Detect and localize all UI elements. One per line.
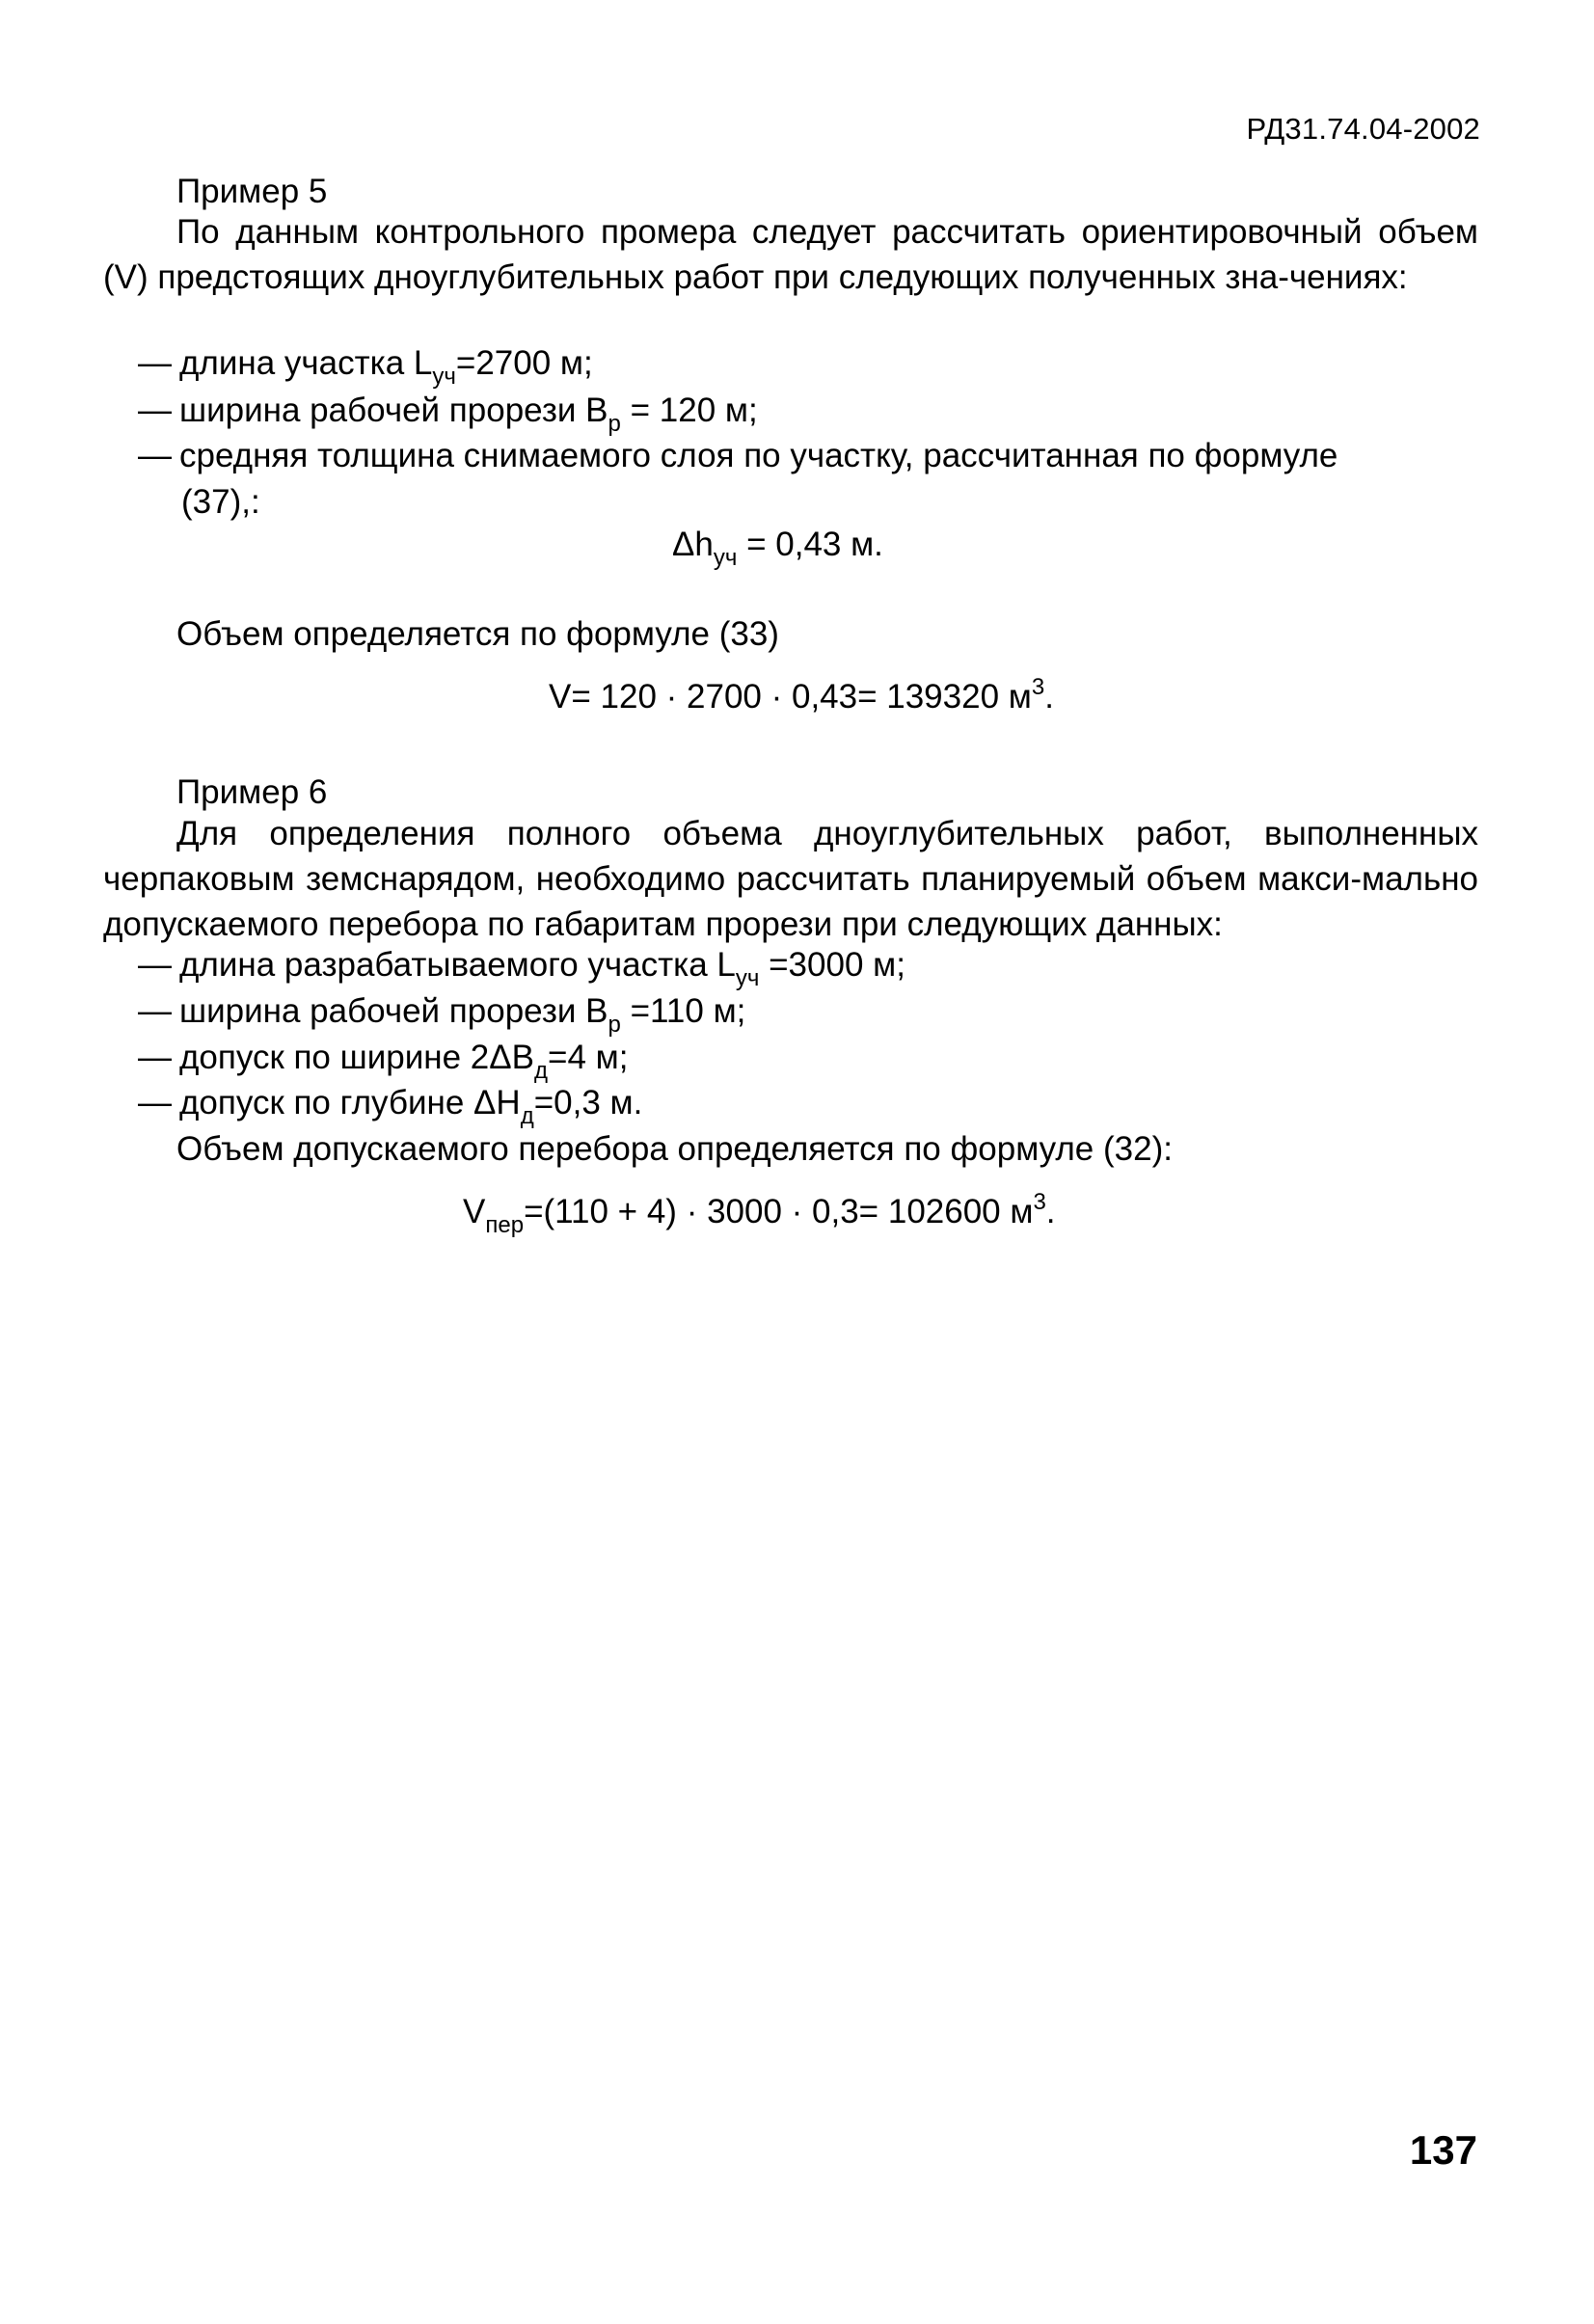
formula-1-before: Δh [672,526,714,563]
formula-2-superscript: 3 [1031,674,1045,700]
formula-before: V [463,1193,486,1230]
example-6-item-1-subscript: уч [735,965,760,991]
example-6-item-3-text-before: допуск по ширине 2ΔB [179,1039,534,1076]
example-6-item-1 [138,945,905,991]
dash: — [138,1039,172,1076]
formula-1-after: = 0,43 м. [737,526,883,563]
dash: — [138,946,172,984]
example-5-item-2-text-after: = 120 м; [620,392,758,429]
example-6-paragraph: Для определения полного объема дноуглубительных работ, выполненных черпаковым земснарядом, необходимо рассчитать планируемый объем макси-мально допускаемого перебора по габаритам прорези при следующих данных: [103,815,1478,943]
dash: — [138,1084,172,1121]
formula-middle: =(110 + 4) · 3000 · 0,3= 102600 м [524,1193,1034,1230]
dash: — [138,344,172,382]
formula-2-before: V= 120 · 2700 · 0,43= 139320 м [549,678,1032,716]
example-5-item-3 [138,436,1337,476]
example-6-item-4-text-after: =0,3 м. [533,1084,643,1121]
example-5-item-1-text-before: длина участка L [179,344,433,382]
example-5-item-2-text-before: ширина рабочей прорези B [179,392,608,429]
dash: — [138,437,172,474]
formula-subscript: пер [485,1212,525,1238]
example-6-item-4 [138,1083,643,1129]
example-6-item-3-subscript: д [533,1058,548,1084]
example-5-formula-1 [672,525,883,571]
example-5-title: Пример 5 [176,173,328,210]
example-6-item-2 [138,991,746,1038]
example-5-volume-text: Объем определяется по формуле (33) [176,615,779,653]
example-5-item-2 [138,391,758,437]
example-6-item-4-text-before: допуск по глубине ΔH [179,1084,521,1121]
example-6-volume-text: Объем допускаемого перебора определяется по формуле (32): [176,1130,1173,1168]
formula-1-subscript: уч [713,545,738,571]
example-6-item-2-text-before: ширина рабочей прорези B [179,992,608,1030]
example-5-item-1-text-after: =2700 м; [455,344,593,382]
example-5-item-1-subscript: уч [432,364,456,390]
document-code: РД31.74.04-2002 [1246,112,1480,146]
example-6-item-1-text-before: длина разрабатываемого участка L [179,946,736,984]
example-6-item-3 [138,1038,629,1084]
dash: — [138,992,172,1030]
example-5-formula-2 [549,674,1054,717]
example-6-item-4-subscript: д [520,1103,534,1129]
example-6-title: Пример 6 [176,773,328,811]
example-6-item-1-text-after: =3000 м; [759,946,905,984]
example-6-item-3-text-after: =4 м; [548,1039,629,1076]
formula-2-after: . [1044,678,1054,716]
example-5-item-1 [138,343,593,390]
example-5-item-3-continuation: (37),: [181,483,260,521]
example-6-formula [463,1189,1056,1238]
example-5-paragraph: По данным контрольного промера следует рассчитать ориентировочный объем (V) предстоящих дноуглубительных работ при следующих полученных зна-чениях: [103,213,1478,296]
page-number: 137 [1409,2127,1477,2173]
example-5-item-3-text: средняя толщина снимаемого слоя по участку, рассчитанная по формуле [179,437,1338,474]
formula-after: . [1045,1193,1056,1230]
dash: — [138,392,172,429]
example-6-item-2-text-after: =110 м; [620,992,746,1030]
formula-superscript: 3 [1033,1189,1046,1215]
example-5-item-2-subscript: р [608,411,621,437]
example-6-item-2-subscript: р [608,1012,621,1038]
